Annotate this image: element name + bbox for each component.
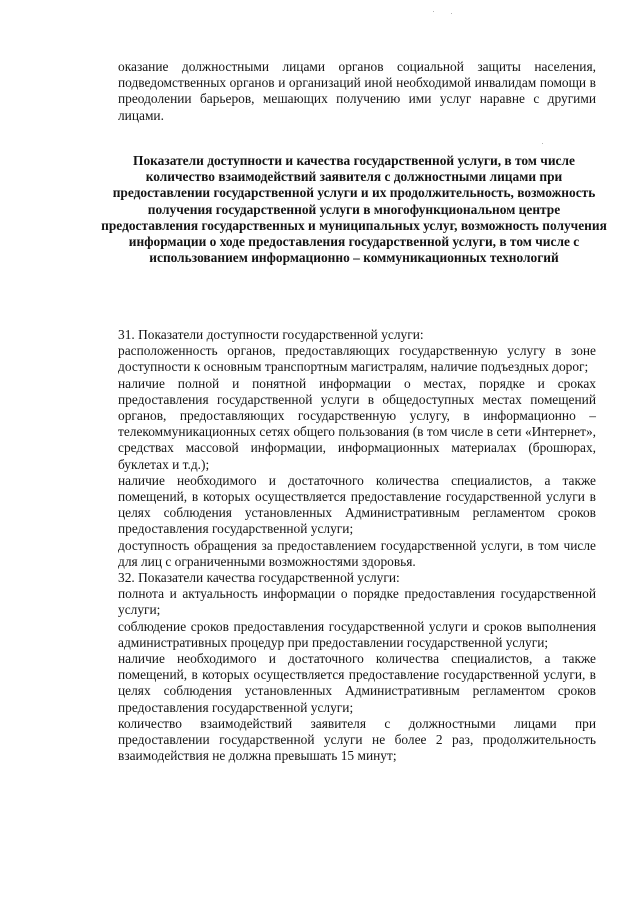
- section-heading: Показатели доступности и качества государственной услуги, в том числе количество взаимодействий заявителя с должностными лицами при предоставлении государственной услуги и их продолжительность, возможность получения государственной услуги в многофункциональном центре предоставления государственных и муниципальных услуг, возможность получения информации о ходе предоставления государственной услуги, в том числе с использованием информационно – коммуникационных технологий: [101, 153, 607, 266]
- paragraph-accessibility: доступность обращения за предоставлением государственной услуги, в том числе для лиц с ограниченными возможностями здоровья.: [118, 537, 596, 569]
- paragraph-location: расположенность органов, предоставляющих государственную услугу в зоне доступности к основным транспортным магистралям, наличие подъездных дорог;: [118, 343, 596, 375]
- document-body: [118, 327, 596, 764]
- scan-speck: [433, 11, 434, 12]
- scan-speck: [542, 143, 543, 144]
- paragraph-completeness: полнота и актуальность информации о порядке предоставления государственной услуги;: [118, 586, 596, 618]
- paragraph-specialists-quality: наличие необходимого и достаточного количества специалистов, а также помещений, в которых осуществляется предоставление государственной услуги, в целях соблюдения установленных Административным регламентом сроков предоставления государственной услуги;: [118, 651, 596, 715]
- intro-paragraph: оказание должностными лицами органов социальной защиты населения, подведомственных органов и организаций иной необходимой инвалидам помощи в преодолении барьеров, мешающих получению ими услуг наравне с другими лицами.: [118, 59, 596, 123]
- paragraph-31-title: 31. Показатели доступности государственной услуги:: [118, 327, 424, 342]
- paragraph-32-title: 32. Показатели качества государственной услуги:: [118, 570, 400, 586]
- paragraph-specialists: наличие необходимого и достаточного количества специалистов, а также помещений, в которых осуществляется предоставление государственной услуги в целях соблюдения установленных Административным регламентом сроков предоставления государственной услуги;: [118, 472, 596, 537]
- scan-speck: [451, 13, 452, 14]
- paragraph-deadlines: соблюдение сроков предоставления государственной услуги и сроков выполнения административных процедур при предоставлении государственной услуги;: [118, 618, 596, 650]
- paragraph-interactions: количество взаимодействий заявителя с должностными лицами при предоставлении государственной услуги не более 2 раз, продолжительность взаимодействия не должна превышать 15 минут;: [118, 715, 596, 764]
- paragraph-information: наличие полной и понятной информации о местах, порядке и сроках предоставления государственной услуги в общедоступных местах помещений органов, предоставляющих государственную услугу, в информационно – телекоммуникационных сетях общего пользования (в том числе в сети «Интернет», средствах массовой информации, информационных материалах (брошюрах, буклетах и т.д.);: [118, 375, 596, 472]
